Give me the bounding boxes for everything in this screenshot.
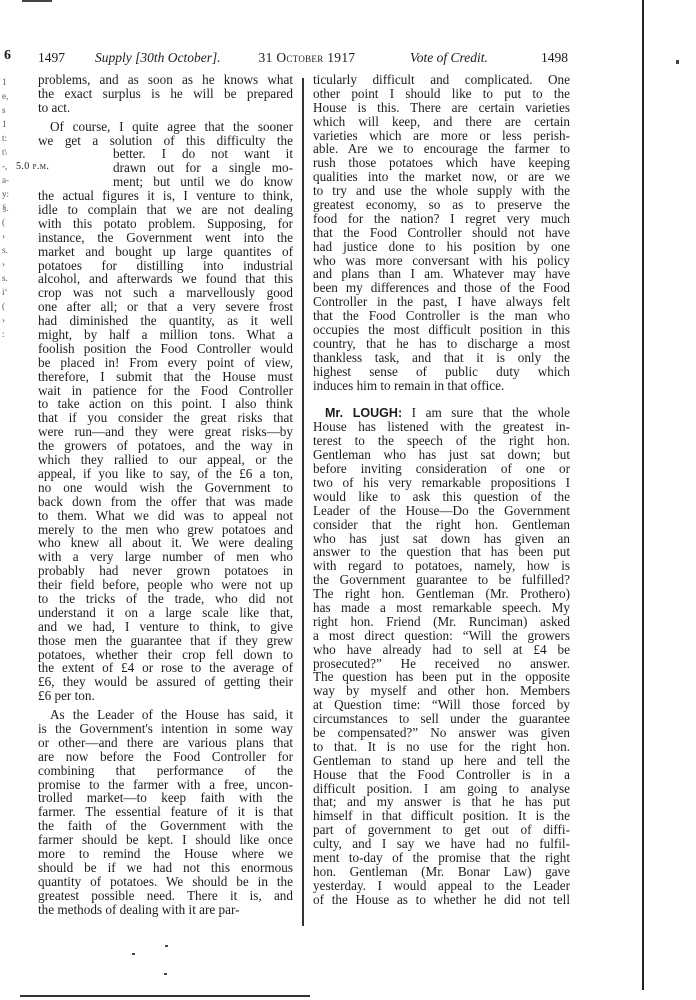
right-paragraph-line: who has just sat down has given an bbox=[313, 530, 570, 546]
left-paragraph-line: Of course, I quite agree that the sooner bbox=[50, 118, 293, 134]
speaker-name: Mr. LOUGH bbox=[325, 406, 398, 421]
column-divider-rule bbox=[302, 78, 304, 926]
time-period: p.m. bbox=[32, 161, 50, 173]
right-paragraph-line: culty, and I say we have had no fulfil- bbox=[313, 836, 570, 852]
right-paragraph-line: before inviting consideration of one or bbox=[313, 461, 570, 477]
margin-fragment: s bbox=[2, 105, 6, 115]
left-paragraph-line: we get a solution of this difficulty the bbox=[38, 132, 293, 148]
margin-fragment: iʻ bbox=[2, 287, 8, 297]
speaker-separator: : bbox=[397, 406, 403, 421]
margin-fragment: › bbox=[2, 259, 5, 269]
sitting-date bbox=[207, 50, 407, 66]
paragraph-gap bbox=[313, 392, 570, 406]
scan-speck bbox=[165, 945, 168, 947]
left-paragraph-line: appeal, if you like to say, of the £6 a ton, bbox=[38, 465, 293, 481]
right-paragraph-line: to try and use the whole supply with the bbox=[313, 183, 570, 199]
right-running-title: Vote of Credit. bbox=[410, 50, 488, 65]
left-paragraph-line: to them. What we did was to appeal not bbox=[38, 507, 293, 523]
right-paragraph-line: ticularly difficult and complicated. One bbox=[313, 72, 570, 87]
running-header bbox=[0, 50, 696, 70]
right-paragraph-line: greatest economy, so as to preserve the bbox=[313, 197, 570, 213]
margin-fragment: a- bbox=[2, 175, 9, 185]
left-paragraph-line: the actual figures it is, I venture to think, bbox=[38, 188, 293, 204]
right-paragraph-line: prosecuted?” He received no answer. bbox=[313, 655, 570, 671]
page-bottom-rule bbox=[20, 995, 310, 997]
left-paragraph-line: farmer. The essential feature of it is that bbox=[38, 804, 293, 820]
left-text-column bbox=[38, 73, 293, 916]
left-paragraph-line: or other—and there are various plans that bbox=[38, 734, 293, 750]
left-paragraph-line: drawn out for a single mo- bbox=[113, 160, 293, 176]
margin-fragment: s. bbox=[2, 273, 8, 283]
right-paragraph-line: had justice done to his position by one bbox=[313, 238, 570, 254]
right-paragraph-line: part of government to get out of diffi- bbox=[313, 822, 570, 838]
left-paragraph-line: potatoes, whether their crop fell down to bbox=[38, 646, 293, 662]
left-paragraph-line: £6 per ton. bbox=[38, 688, 95, 704]
left-paragraph-line: merely to the men who grew potatoes and bbox=[38, 521, 293, 537]
time-value: 5.0 bbox=[16, 161, 30, 173]
margin-fragment: 1 bbox=[2, 119, 7, 129]
left-paragraph-line: were run—and they were great risks—by bbox=[38, 424, 293, 440]
left-paragraph-line: are now before the Food Controller for bbox=[38, 748, 293, 764]
margin-fragment: t: bbox=[2, 133, 8, 143]
right-paragraph-line: has made a most remarkable speech. My bbox=[313, 599, 570, 615]
right-paragraph-line: way by myself and other hon. Members bbox=[313, 683, 570, 699]
right-paragraph-line: Leader of the House—Do the Government bbox=[313, 502, 570, 518]
right-paragraph-line: would like to ask this question of the bbox=[313, 488, 570, 504]
left-paragraph-line: combining that performance of the bbox=[38, 762, 293, 778]
scan-speck bbox=[164, 973, 167, 975]
left-paragraph-line: should be if we had not this enormous bbox=[38, 859, 293, 875]
left-paragraph-line: the growers of potatoes, and the way in bbox=[38, 438, 293, 454]
date-day: 31 bbox=[258, 50, 273, 65]
right-paragraph-line: country, that he has to discharge a most bbox=[313, 335, 570, 351]
left-paragraph-line: back down from the offer that was made bbox=[38, 493, 293, 509]
margin-fragment: e, bbox=[2, 91, 9, 101]
right-paragraph-line: The right hon. Gentleman (Mr. Prothero) bbox=[313, 586, 570, 602]
right-paragraph-line: terest to the speech of the right hon. bbox=[313, 433, 570, 449]
left-paragraph-line: therefore, I submit that the House must bbox=[38, 368, 293, 384]
right-paragraph-line: ment to-day of the promise that the right bbox=[313, 849, 570, 865]
margin-fragment: › bbox=[2, 315, 5, 325]
right-column-number: 1498 bbox=[541, 50, 568, 65]
right-paragraph-line: and plans than I am. Whatever may have bbox=[313, 266, 570, 282]
left-paragraph-line: idle to complain that we are not dealing bbox=[38, 202, 293, 218]
left-paragraph-line: that if you consider the great risks that bbox=[38, 410, 293, 426]
left-paragraph-line: potatoes for distilling into industrial bbox=[38, 257, 293, 273]
right-paragraph-line: induces him to remain in that office. bbox=[313, 377, 505, 393]
margin-page-numeral: 6 bbox=[4, 48, 11, 63]
right-paragraph-line: House that the Food Controller is in a bbox=[313, 766, 570, 782]
left-paragraph-line: the exact surplus is he will be prepared bbox=[38, 85, 293, 101]
left-column-number: 1497 bbox=[38, 50, 65, 65]
left-paragraph-line: ment; but until we do know bbox=[113, 174, 293, 190]
left-paragraph-line: As the Leader of the House has said, it bbox=[50, 707, 293, 723]
right-paragraph-line: difficult position. I am going to analyse bbox=[313, 780, 570, 796]
margin-fragment: ( bbox=[2, 301, 5, 311]
margin-fragment: › bbox=[2, 231, 5, 241]
right-paragraph-line: House has listened with the greatest in- bbox=[313, 419, 570, 435]
right-paragraph-line: at Question time: “Will those forced by bbox=[313, 697, 570, 713]
right-paragraph-line: be compensated?” No answer was given bbox=[313, 724, 570, 740]
left-paragraph-line: be placed in! From every point of view, bbox=[38, 354, 293, 370]
right-paragraph-line: other point I should like to put to the bbox=[313, 85, 570, 101]
right-paragraph-line: been my differences and those of the Food bbox=[313, 280, 570, 296]
left-running-title: Supply [30th October]. bbox=[95, 50, 221, 65]
right-paragraph-line: that the Food Controller should not have bbox=[313, 224, 570, 240]
left-paragraph-line: with this potato problem. Supposing, for bbox=[38, 215, 293, 231]
left-paragraph-line: promise to the farmer with a free, uncon- bbox=[38, 776, 293, 792]
right-paragraph-line: Gentleman to stand up here and tell the bbox=[313, 752, 570, 768]
left-paragraph-line: their field before, people who were not up bbox=[38, 577, 293, 593]
right-paragraph-line: yesterday. I would appeal to the Leader bbox=[313, 877, 570, 893]
scan-smudge bbox=[22, 0, 52, 2]
margin-fragment: y: bbox=[2, 189, 10, 199]
right-paragraph-line: hon. Gentleman (Mr. Bonar Law) gave bbox=[313, 863, 570, 879]
left-paragraph-line: who knew all about it. We were dealing bbox=[38, 535, 293, 551]
right-paragraph-line: thankless task, and that it is only the bbox=[313, 349, 570, 365]
margin-fragment: §. bbox=[2, 203, 9, 213]
left-paragraph-line: trolled market—to keep faith with the bbox=[38, 790, 293, 806]
right-paragraph-line: the Government guarantee to be fulfilled? bbox=[313, 572, 570, 588]
margin-fragment: 1 bbox=[2, 77, 7, 87]
right-paragraph-line: who was more conversant with his policy bbox=[313, 252, 570, 268]
left-paragraph-line: and we had, I venture to think, to give bbox=[38, 618, 293, 634]
left-paragraph-line: quantity of potatoes. We should be in the bbox=[38, 873, 293, 889]
left-paragraph-line: had diminished the quantity, as it well bbox=[38, 313, 293, 329]
left-paragraph-line: market and bought up large quantites of bbox=[38, 243, 293, 259]
right-paragraph-line: that; and my answer is that he has put bbox=[313, 794, 570, 810]
right-paragraph-line: The question has been put in the opposite bbox=[313, 669, 570, 685]
margin-fragment: s. bbox=[2, 245, 8, 255]
left-paragraph-line: crop was not such a marvellously good bbox=[38, 285, 293, 301]
left-paragraph-line: problems, and as soon as he knows what bbox=[38, 72, 293, 87]
left-paragraph-line: more to remind the House where we bbox=[38, 845, 293, 861]
scan-speck bbox=[676, 60, 679, 64]
left-paragraph-line: to the tricks of the trade, who did not bbox=[38, 590, 293, 606]
right-paragraph-line: with regard to potatoes, namely, how is bbox=[313, 558, 570, 574]
speaker-first-words: I am sure that the whole bbox=[402, 405, 571, 421]
left-paragraph-line: to act. bbox=[38, 99, 71, 115]
right-paragraph-line: himself in that difficult position. It is the bbox=[313, 808, 570, 824]
right-paragraph-line: consider that the right hon. Gentleman bbox=[313, 516, 570, 532]
right-paragraph-line: occupies the most difficult position in this bbox=[313, 322, 570, 338]
right-text-column bbox=[313, 73, 570, 907]
margin-fragment: -, bbox=[2, 161, 8, 171]
left-paragraph-line: farmer should be kept. I should like once bbox=[38, 832, 293, 848]
right-paragraph-line: right hon. Friend (Mr. Runciman) asked bbox=[313, 613, 570, 629]
right-paragraph-line: that the Food Controller is the man who bbox=[313, 308, 570, 324]
right-paragraph-line: varieties which are more or less perish- bbox=[313, 127, 570, 143]
left-paragraph-line: instance, the Government went into the bbox=[38, 229, 293, 245]
left-paragraph-line: which they rallied to our appeal, or the bbox=[38, 452, 293, 468]
left-paragraph-line: £6, they would be assured of getting their bbox=[38, 674, 293, 690]
right-paragraph-line: who have already had to sell at £4 be bbox=[313, 641, 570, 657]
left-paragraph-line: no one would wish the Government to bbox=[38, 479, 293, 495]
right-paragraph-line: food for the nation? I regret very much bbox=[313, 210, 570, 226]
date-month: October bbox=[276, 50, 324, 65]
right-paragraph-line: circumstances to sell under the guarantee bbox=[313, 711, 570, 727]
margin-fragment: : bbox=[2, 329, 5, 339]
page-edge-rule bbox=[642, 0, 644, 990]
left-paragraph-line: with a very large number of men who bbox=[38, 549, 293, 565]
left-paragraph-line: alcohol, and afterwards we found that this bbox=[38, 271, 293, 287]
left-paragraph-line: foolish position the Food Controller would bbox=[38, 340, 293, 356]
left-paragraph-line: one after all; or that a very severe frost bbox=[38, 299, 293, 315]
left-paragraph-line: greatest possible need. There it is, and bbox=[38, 887, 293, 903]
left-paragraph-line: the faith of the Government with the bbox=[38, 818, 293, 834]
right-paragraph-line: which will keep, and there are certain bbox=[313, 113, 570, 129]
scan-speck bbox=[132, 953, 135, 955]
right-paragraph-line: of the House as to whether he did not tell bbox=[313, 891, 570, 907]
left-paragraph-line: wait in patience for the Food Controller bbox=[38, 382, 293, 398]
left-paragraph-line: to take action on this point. I also think bbox=[38, 396, 293, 412]
adjacent-page-margin-fragments bbox=[2, 75, 18, 341]
left-paragraph-line: the extent of £4 or rose to the average of bbox=[38, 660, 293, 676]
date-year: 1917 bbox=[327, 50, 356, 65]
right-paragraph-line: answer to the question that has been put bbox=[313, 544, 570, 560]
speaker-intro-line bbox=[313, 406, 570, 420]
right-paragraph-line: able. Are we to encourage the farmer to bbox=[313, 141, 570, 157]
time-marginal-note bbox=[16, 161, 49, 172]
right-paragraph-line: a most direct question: “Will the growers bbox=[313, 627, 570, 643]
right-paragraph-line: to that. It is no use for the right hon. bbox=[313, 738, 570, 754]
left-paragraph-line: the methods of dealing with it are par- bbox=[38, 901, 240, 917]
right-paragraph-line: rush those potatoes which have keeping bbox=[313, 155, 570, 171]
margin-fragment: ( bbox=[2, 217, 5, 227]
left-paragraph-line: those men the guarantee that if they grew bbox=[38, 632, 293, 648]
right-paragraph-line: qualities into the market now, or are we bbox=[313, 169, 570, 185]
right-paragraph-line: two of his very remarkable propositions I bbox=[313, 474, 570, 490]
left-paragraph-line: understand it on a large scale like that, bbox=[38, 604, 293, 620]
left-paragraph-line: is the Government's intention in some way bbox=[38, 720, 293, 736]
margin-fragment: t\ bbox=[2, 147, 8, 157]
left-paragraph-line: better. I do not want it bbox=[113, 146, 293, 162]
left-paragraph-line: might, by half a million tons. What a bbox=[38, 327, 293, 343]
right-paragraph-line: House is this. There are certain varieties bbox=[313, 99, 570, 115]
left-paragraph-line: probably had never grown potatoes in bbox=[38, 563, 293, 579]
right-paragraph-line: highest sense of public duty which bbox=[313, 363, 570, 379]
right-paragraph-line: Controller in the past, I have always felt bbox=[313, 294, 570, 310]
right-paragraph-line: Gentleman who has just sat down; but bbox=[313, 447, 570, 463]
